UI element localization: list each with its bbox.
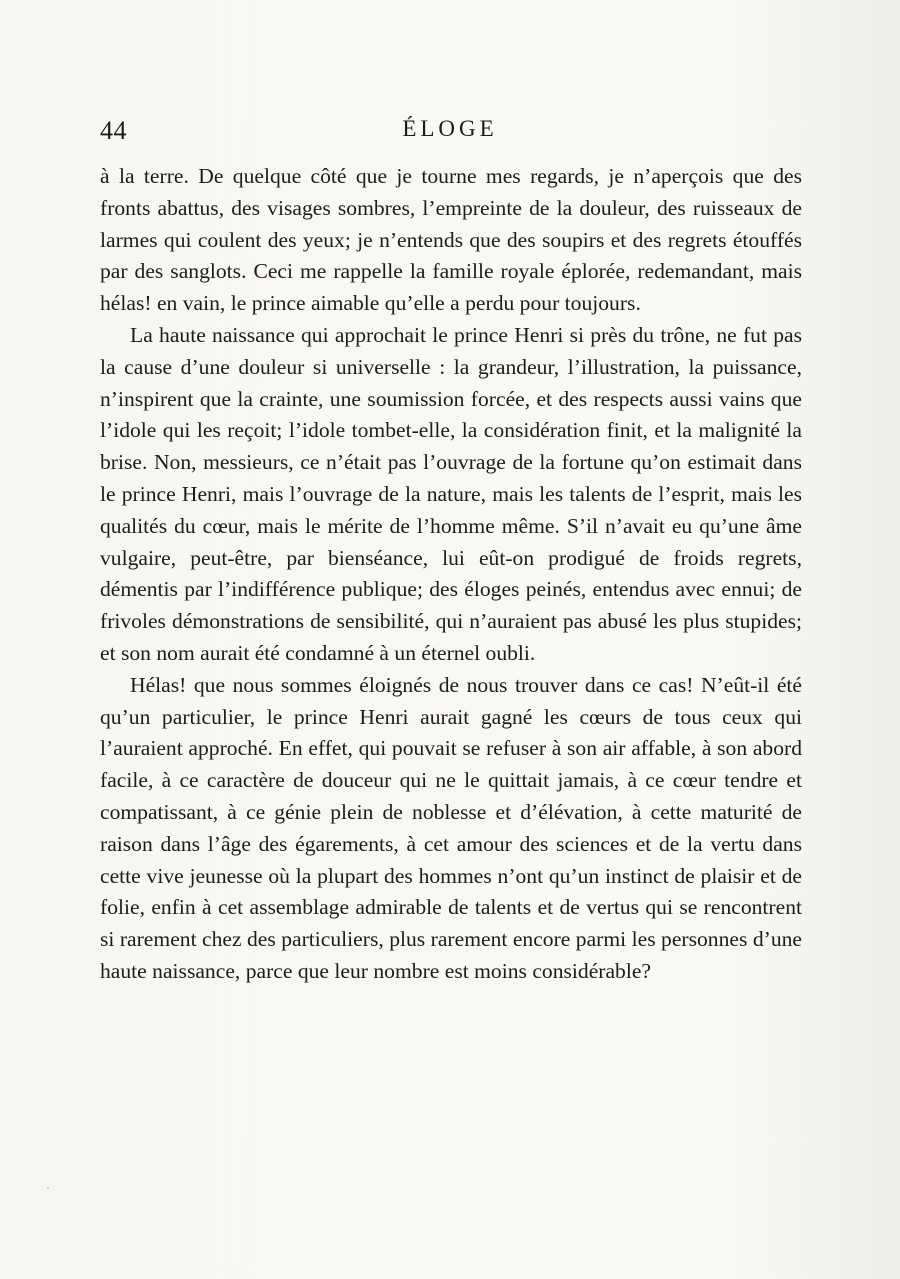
paragraph-continuation: à la terre. De quelque côté que je tourne mes regards, je n’aperçois que des fronts abattus, des visages sombres, l’empreinte de la douleur, des ruisseaux de larmes qui coulent des yeux; je n’entends que des soupirs et des regrets étouffés par des sanglots. Ceci me rappelle la famille royale éplorée, redemandant, mais hélas! en vain, le prince aimable qu’elle a perdu pour toujours. — [100, 164, 802, 316]
running-head — [100, 116, 800, 150]
paper-speck — [47, 1187, 49, 1189]
paragraph-prince-henri-virtues: Hélas! que nous sommes éloignés de nous trouver dans ce cas! N’eût-il été qu’un particulier, le prince Henri aurait gagné les cœurs de tous ceux qui l’auraient approché. En effet, qui pouvait se refuser à son air affable, à son abord facile, à ce caractère de douceur qui ne le quittait jamais, à ce cœur tendre et compatissant, à ce génie plein de noblesse et d’élévation, à cette maturité de raison dans l’âge des égarements, à cet amour des sciences et de la vertu dans cette vive jeunesse où la plupart des hommes n’ont qu’un instinct de plaisir et de folie, enfin à cet assemblage admirable de talents et de vertus qui se rencontrent si rarement chez des particuliers, plus rarement encore parmi les personnes d’une haute naissance, parce que leur nombre est moins considérable? — [100, 672, 802, 983]
page-number: 44 — [100, 116, 127, 145]
body-text — [100, 161, 802, 988]
running-title: ÉLOGE — [402, 116, 498, 141]
paragraph-prince-henri-birth: La haute naissance qui approchait le prince Henri si près du trône, ne fut pas la cause d’une douleur si universelle : la grandeur, l’illustration, la puissance, n’inspirent que la crainte, une soumission forcée, et des respects aussi vains que l’idole qui les reçoit; l’idole tombet-elle, la considération finit, et la malignité la brise. Non, messieurs, ce n’était pas l’ouvrage de la fortune qu’on estimait dans le prince Henri, mais l’ouvrage de la nature, mais les talents de l’esprit, mais les qualités du cœur, mais le mérite de l’homme même. S’il n’avait eu qu’une âme vulgaire, peut-être, par bienséance, lui eût-on prodigué de froids regrets, démentis par l’indifférence publique; des éloges peinés, entendus avec ennui; de frivoles démonstrations de sensibilité, qui n’auraient pas abusé les plus stupides; et son nom aurait été condamné à un éternel oubli. — [100, 322, 802, 665]
